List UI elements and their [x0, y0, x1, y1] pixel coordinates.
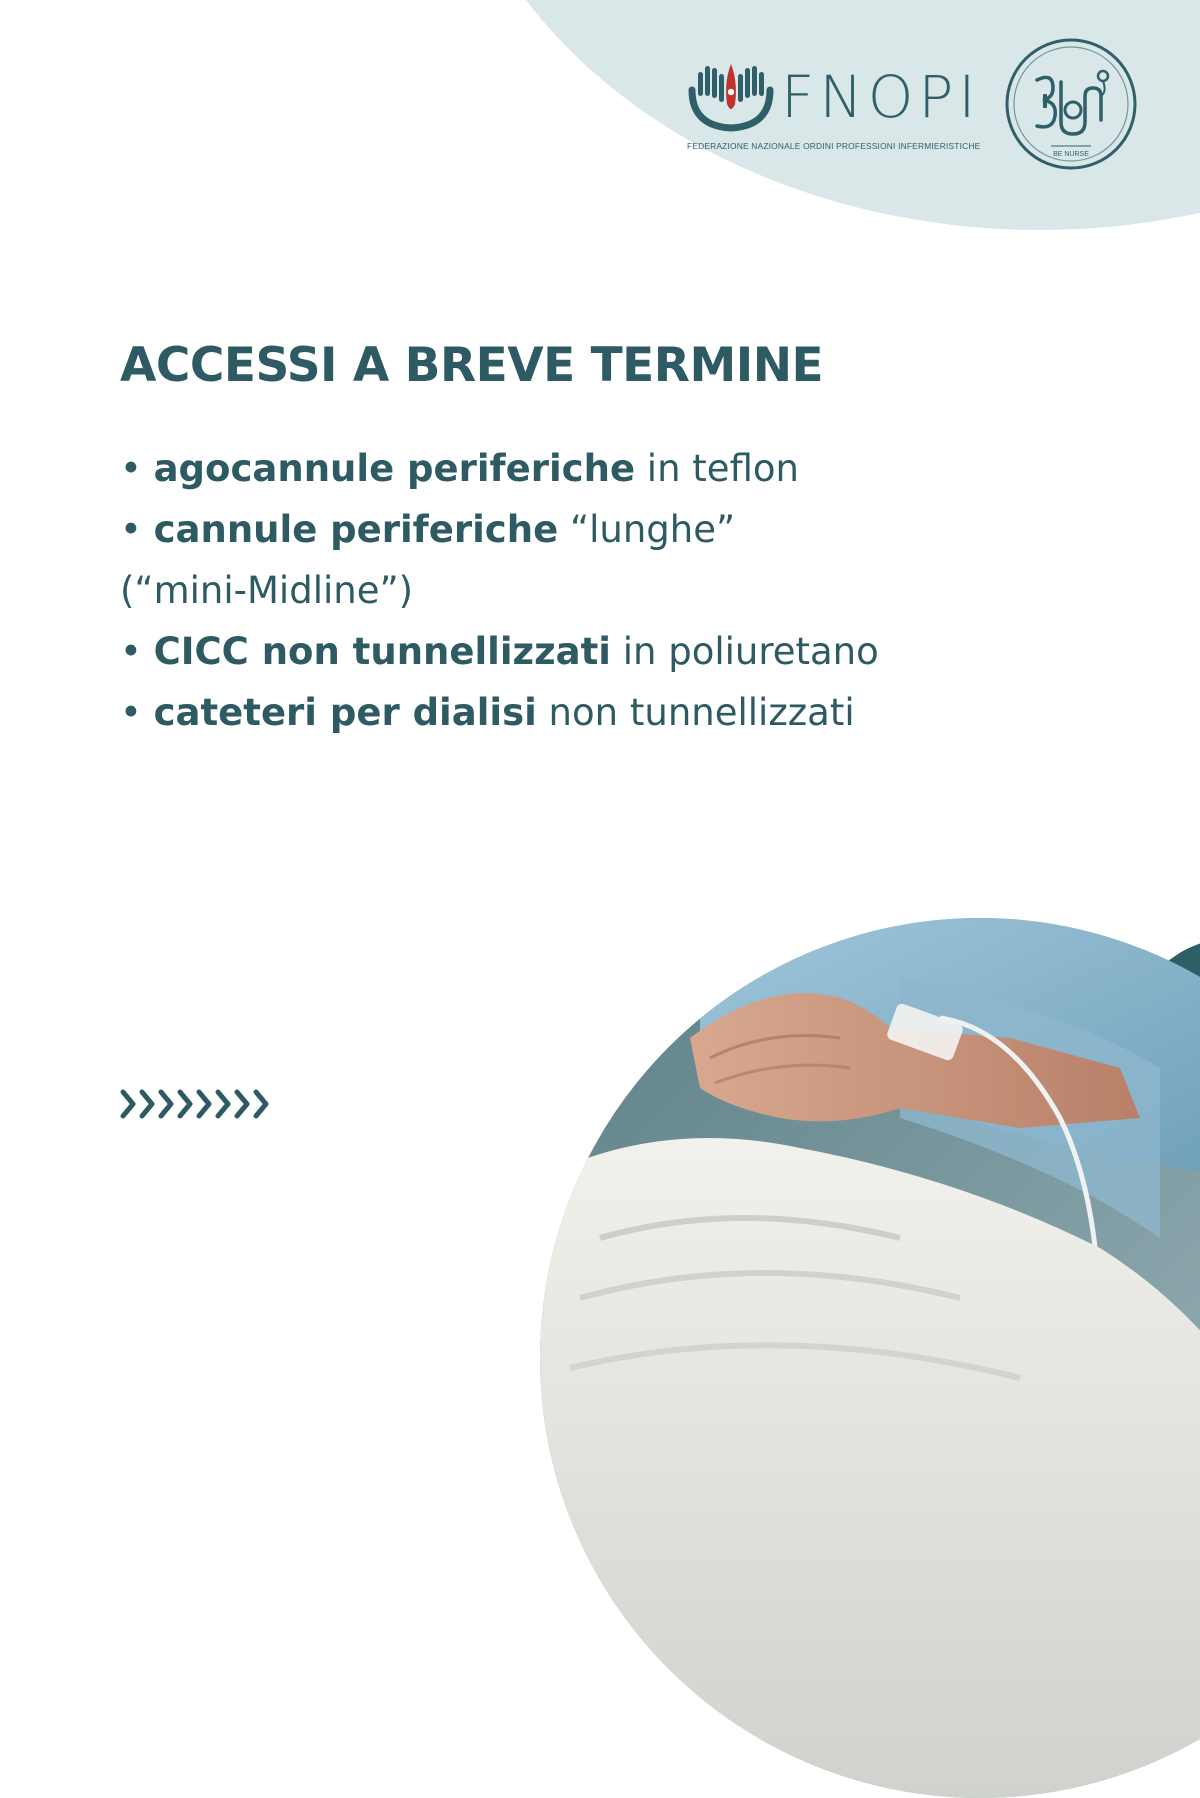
bullet-dot: • — [120, 691, 154, 734]
bullet-list — [120, 438, 879, 743]
benurse-logo — [1003, 36, 1139, 172]
iv-hand-image — [540, 918, 1200, 1798]
fnopi-hands-icon — [684, 60, 778, 136]
list-item — [120, 499, 879, 560]
list-item — [120, 682, 879, 743]
list-item — [120, 438, 879, 499]
patient-photo — [540, 918, 1200, 1798]
bullet-dot: • — [120, 508, 154, 551]
item-rest-text: in poliuretano — [610, 630, 879, 673]
fnopi-wordmark: FNOPI — [781, 63, 981, 131]
chevron-arrows-icon — [120, 1086, 270, 1122]
item-bold-text: CICC non tunnellizzati — [153, 630, 611, 673]
benurse-label: BE NURSE — [1053, 151, 1089, 158]
page-title: ACCESSI A BREVE TERMINE — [120, 338, 824, 393]
bullet-dot: • — [120, 447, 154, 490]
item-bold-text: agocannule periferiche — [153, 447, 636, 490]
fnopi-subtitle: FEDERAZIONE NAZIONALE ORDINI PROFESSIONI INFERMIERISTICHE — [687, 141, 981, 151]
list-item-continuation: (“mini-Midline”) — [120, 569, 414, 612]
fnopi-logo — [684, 60, 984, 160]
item-rest-text: non tunnellizzati — [536, 691, 855, 734]
item-bold-text: cateteri per dialisi — [153, 691, 537, 734]
bullet-dot: • — [120, 630, 154, 673]
item-rest-text: “lunghe” — [558, 508, 736, 551]
item-rest-text: in teflon — [635, 447, 799, 490]
item-bold-text: cannule periferiche — [153, 508, 559, 551]
list-item — [120, 621, 879, 682]
